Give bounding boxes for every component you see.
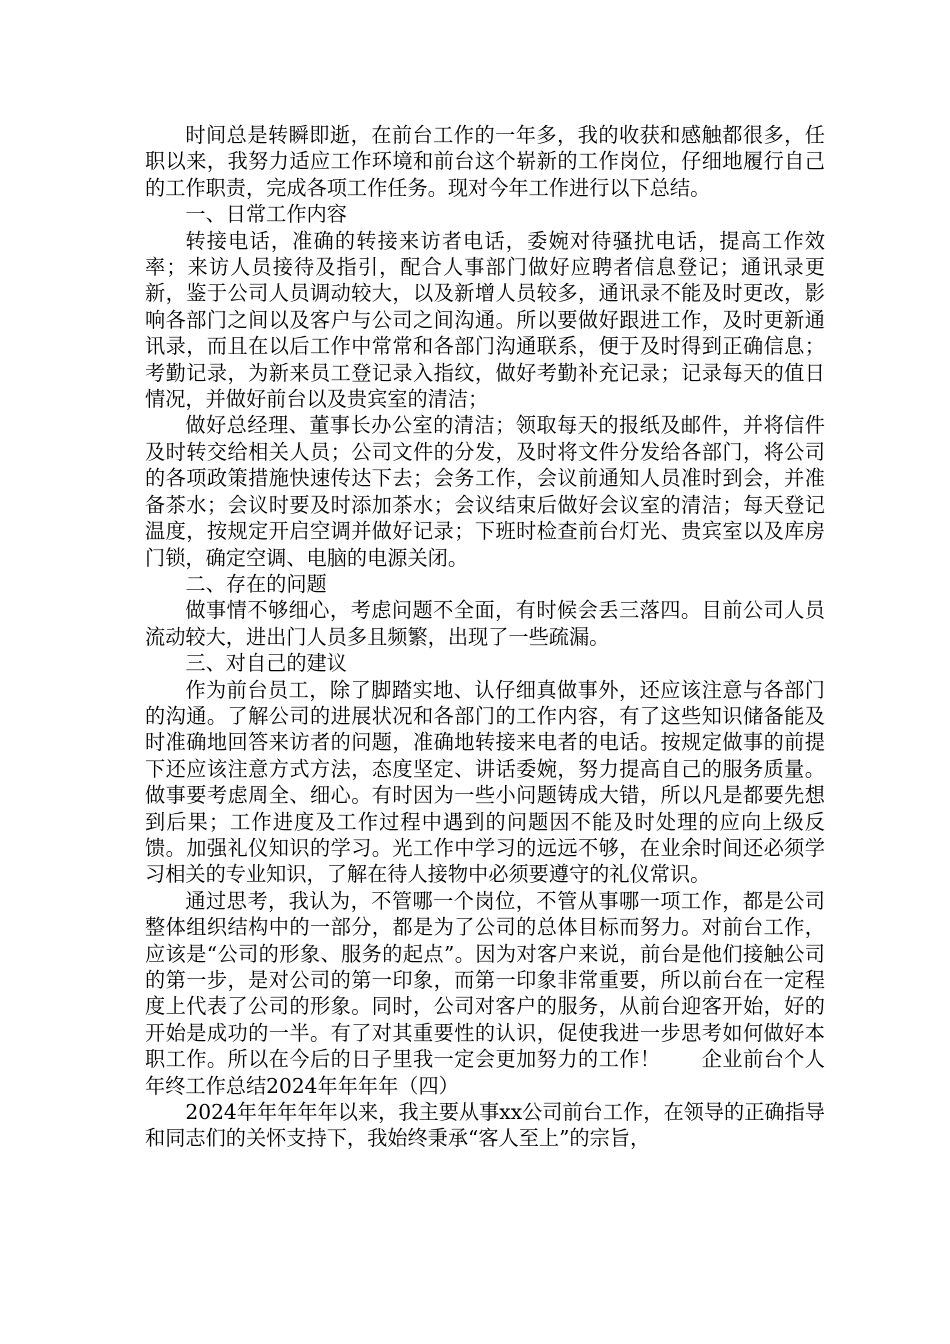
paragraph-reflection: 通过思考，我认为，不管哪一个岗位，不管从事哪一项工作，都是公司整体组织结构中的一部分，都是为了公司的总体目标而努力。对前台工作，应该是“公司的形象、服务的起点”。因为对客户来说，前台是他们接触公司的第一步，是对公司的第一印象，而第一印象非常重要，所以前台在一定程度上代表了公司的形象。同时，公司对客户的服务，从前台迎客开始，好的开始是成功的一半。有了对其重要性的认识，促使我进一步思考如何做好本职工作。所以在今后的日子里我一定会更加努力的工作！ 企业前台个人年终工作总结2024年年年年（四） (145, 888, 825, 1098)
paragraph-problems: 做事情不够细心，考虑问题不全面，有时候会丢三落四。目前公司人员流动较大，进出门人员多且频繁，出现了一些疏漏。 (145, 598, 825, 649)
heading-suggestions: 三、对自己的建议 (185, 651, 347, 676)
paragraph-suggestions: 作为前台员工，除了脚踏实地、认仔细真做事外，还应该注意与各部门的沟通。了解公司的进展状况和各部门的工作内容，有了这些知识储备能及时准确地回答来访者的问题，准确地转接来电者的电话。按规定做事的前提下还应该注意方式方法，态度坚定、讲话委婉，努力提高自己的服务质量。做事要考虑周全、细心。有时因为一些小问题铸成大错，所以凡是都要先想到后果；工作进度及工作过程中遇到的问题因不能及时处理的应向上级反馈。加强礼仪知识的学习。光工作中学习的远远不够，在业余时间还必须学习相关的专业知识，了解在待人接物中必须要遵守的礼仪常识。 (145, 677, 825, 887)
heading-daily-work: 一、日常工作内容 (185, 202, 347, 227)
heading-problems: 二、存在的问题 (185, 571, 327, 596)
paragraph-intro: 时间总是转瞬即逝，在前台工作的一年多，我的收获和感触都很多，任职以来，我努力适应工作环境和前台这个崭新的工作岗位，仔细地履行自己的工作职责，完成各项工作任务。现对今年工作进行以下总结。 (145, 123, 825, 200)
paragraph-daily-work-2: 做好总经理、董事长办公室的清洁；领取每天的报纸及邮件，并将信件及时转交给相关人员；公司文件的分发，及时将文件分发给各部门，将公司的各项政策措施快速传达下去；会务工作，会议前通知人员准时到会，并准备茶水；会议时要及时添加茶水；会议结束后做好会议室的清洁；每天登记温度，按规定开启空调并做好记录；下班时检查前台灯光、贵宾室以及库房门锁，确定空调、电脑的电源关闭。 (145, 413, 825, 570)
paragraph-daily-work-1: 转接电话，准确的转接来访者电话，委婉对待骚扰电话，提高工作效率；来访人员接待及指引，配合人事部门做好应聘者信息登记；通讯录更新，鉴于公司人员调动较大，以及新增人员较多，通讯录不能及时更改，影响各部门之间以及客户与公司之间沟通。所以要做好跟进工作，及时更新通讯录，而且在以后工作中常常和各部门沟通联系，便于及时得到正确信息；考勤记录，为新来员工登记录入指纹，做好考勤补充记录；记录每天的值日情况，并做好前台以及贵宾室的清洁； (145, 228, 825, 412)
document-body (145, 122, 825, 1152)
paragraph-next-section: 2024年年年年年以来，我主要从事xx公司前台工作，在领导的正确指导和同志们的关怀支持下，我始终秉承“客人至上”的宗旨， (145, 1100, 825, 1151)
